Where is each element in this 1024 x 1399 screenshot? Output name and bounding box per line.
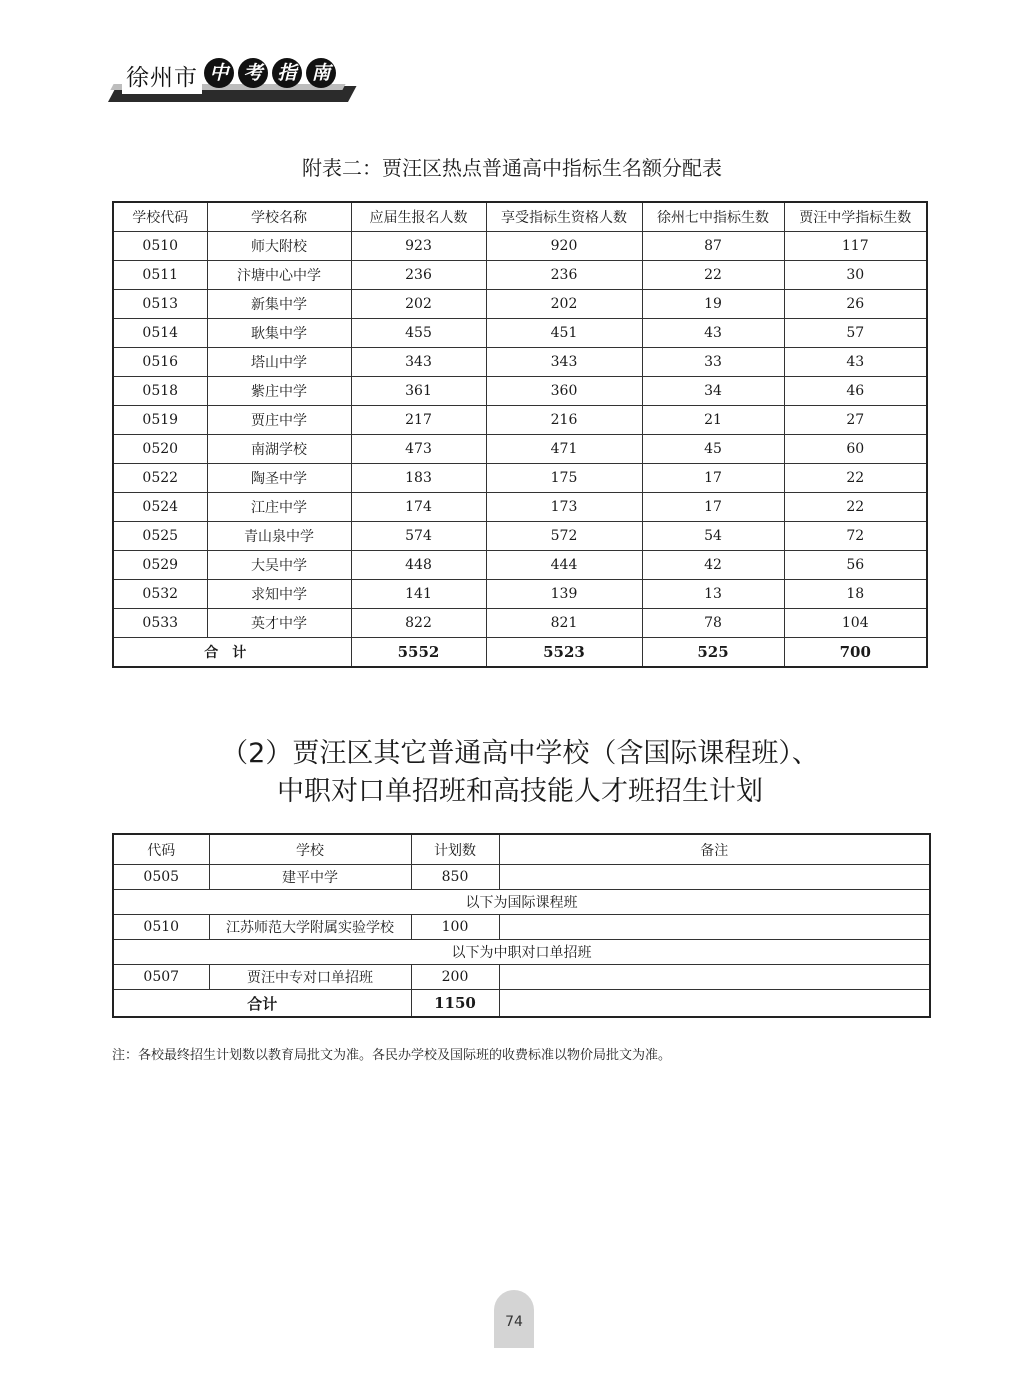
table2-total-row — [113, 990, 930, 1018]
logo-char-4: 南 — [306, 58, 336, 88]
table-row — [113, 580, 927, 609]
cell-jiawang-quota: 30 — [784, 261, 927, 290]
cell-school: 江苏师范大学附属实验学校 — [209, 915, 411, 940]
cell-remarks — [499, 865, 930, 890]
cell-xuzhou7-quota: 22 — [642, 261, 784, 290]
cell-code: 0510 — [113, 915, 209, 940]
cell-applicants: 361 — [351, 377, 486, 406]
cell-school-name: 英才中学 — [207, 609, 351, 638]
cell-school-code: 0524 — [113, 493, 207, 522]
table-row — [113, 406, 927, 435]
table-row — [113, 377, 927, 406]
cell-jiawang-quota: 26 — [784, 290, 927, 319]
cell-school-name: 耿集中学 — [207, 319, 351, 348]
cell-school-name: 贾庄中学 — [207, 406, 351, 435]
table2-total-label: 合计 — [113, 990, 411, 1018]
cell-school-name: 求知中学 — [207, 580, 351, 609]
cell-xuzhou7-quota: 33 — [642, 348, 784, 377]
cell-plan: 850 — [411, 865, 499, 890]
cell-eligible: 173 — [486, 493, 642, 522]
cell-eligible: 202 — [486, 290, 642, 319]
cell-eligible: 451 — [486, 319, 642, 348]
table-row — [113, 865, 930, 890]
col-header-remarks: 备注 — [499, 834, 930, 865]
table-row — [113, 319, 927, 348]
col-header-school-name: 学校名称 — [207, 202, 351, 232]
cell-school-code: 0516 — [113, 348, 207, 377]
table-row — [113, 261, 927, 290]
cell-jiawang-quota: 60 — [784, 435, 927, 464]
cell-school-code: 0529 — [113, 551, 207, 580]
cell-applicants: 174 — [351, 493, 486, 522]
col-header-jiawang-quota: 贾汪中学指标生数 — [784, 202, 927, 232]
cell-applicants: 343 — [351, 348, 486, 377]
cell-jiawang-quota: 18 — [784, 580, 927, 609]
cell-code: 0507 — [113, 965, 209, 990]
cell-school-name: 陶圣中学 — [207, 464, 351, 493]
cell-jiawang-quota: 117 — [784, 232, 927, 261]
cell-school-code: 0532 — [113, 580, 207, 609]
total-applicants: 5552 — [351, 638, 486, 668]
table-row — [113, 435, 927, 464]
col-header-code: 代码 — [113, 834, 209, 865]
divider-vocational: 以下为中职对口单招班 — [113, 940, 930, 965]
page-number: 74 — [494, 1290, 534, 1348]
cell-school-code: 0519 — [113, 406, 207, 435]
table2-total-remarks — [499, 990, 930, 1018]
cell-jiawang-quota: 72 — [784, 522, 927, 551]
enrollment-plan-table — [112, 833, 931, 1018]
section2-title-line1: （2）贾汪区其它普通高中学校（含国际课程班）、 — [221, 738, 819, 769]
cell-xuzhou7-quota: 87 — [642, 232, 784, 261]
cell-xuzhou7-quota: 21 — [642, 406, 784, 435]
cell-xuzhou7-quota: 17 — [642, 493, 784, 522]
cell-jiawang-quota: 104 — [784, 609, 927, 638]
cell-eligible: 343 — [486, 348, 642, 377]
cell-plan: 100 — [411, 915, 499, 940]
footnote: 注：各校最终招生计划数以教育局批文为准。各民办学校及国际班的收费标准以物价局批文为准。 — [112, 1048, 672, 1063]
cell-school-name: 新集中学 — [207, 290, 351, 319]
logo-guide-chars — [204, 58, 336, 88]
cell-eligible: 175 — [486, 464, 642, 493]
cell-school-code: 0511 — [113, 261, 207, 290]
cell-xuzhou7-quota: 17 — [642, 464, 784, 493]
cell-code: 0505 — [113, 865, 209, 890]
cell-remarks — [499, 915, 930, 940]
table-row — [113, 522, 927, 551]
col-header-eligible: 享受指标生资格人数 — [486, 202, 642, 232]
cell-eligible: 572 — [486, 522, 642, 551]
cell-plan: 200 — [411, 965, 499, 990]
cell-jiawang-quota: 22 — [784, 493, 927, 522]
cell-xuzhou7-quota: 45 — [642, 435, 784, 464]
table1-title: 附表二：贾汪区热点普通高中指标生名额分配表 — [302, 156, 722, 180]
cell-jiawang-quota: 57 — [784, 319, 927, 348]
cell-applicants: 448 — [351, 551, 486, 580]
col-header-plan: 计划数 — [411, 834, 499, 865]
table-row — [113, 915, 930, 940]
cell-remarks — [499, 965, 930, 990]
logo-char-3: 指 — [272, 58, 302, 88]
cell-school-code: 0513 — [113, 290, 207, 319]
cell-xuzhou7-quota: 43 — [642, 319, 784, 348]
table2-header-row — [113, 834, 930, 865]
table-row — [113, 290, 927, 319]
cell-eligible: 444 — [486, 551, 642, 580]
cell-xuzhou7-quota: 78 — [642, 609, 784, 638]
cell-applicants: 183 — [351, 464, 486, 493]
section2-title-line2: 中职对口单招班和高技能人才班招生计划 — [277, 776, 763, 807]
cell-xuzhou7-quota: 34 — [642, 377, 784, 406]
cell-school-code: 0518 — [113, 377, 207, 406]
total-xuzhou7-quota: 525 — [642, 638, 784, 668]
cell-school-name: 师大附校 — [207, 232, 351, 261]
cell-school-code: 0514 — [113, 319, 207, 348]
section-divider-row — [113, 890, 930, 915]
col-header-applicants: 应届生报名人数 — [351, 202, 486, 232]
cell-school-code: 0522 — [113, 464, 207, 493]
cell-school-name: 大吴中学 — [207, 551, 351, 580]
cell-applicants: 923 — [351, 232, 486, 261]
logo-char-2: 考 — [238, 58, 268, 88]
cell-applicants: 236 — [351, 261, 486, 290]
cell-school-name: 南湖学校 — [207, 435, 351, 464]
table1-header-row — [113, 202, 927, 232]
guide-logo — [108, 58, 358, 110]
cell-applicants: 574 — [351, 522, 486, 551]
cell-school: 建平中学 — [209, 865, 411, 890]
cell-school-code: 0520 — [113, 435, 207, 464]
table1-body — [113, 232, 927, 638]
col-header-xuzhou7-quota: 徐州七中指标生数 — [642, 202, 784, 232]
total-label: 合计 — [113, 638, 351, 668]
cell-eligible: 471 — [486, 435, 642, 464]
section-divider-row — [113, 940, 930, 965]
quota-allocation-table — [112, 201, 928, 668]
cell-school-name: 青山泉中学 — [207, 522, 351, 551]
cell-eligible: 216 — [486, 406, 642, 435]
cell-school-name: 汴塘中心中学 — [207, 261, 351, 290]
cell-applicants: 822 — [351, 609, 486, 638]
table2-total-value: 1150 — [411, 990, 499, 1018]
cell-applicants: 473 — [351, 435, 486, 464]
section2-title — [0, 735, 1024, 811]
cell-school-code: 0510 — [113, 232, 207, 261]
cell-eligible: 920 — [486, 232, 642, 261]
cell-school-name: 紫庄中学 — [207, 377, 351, 406]
divider-international: 以下为国际课程班 — [113, 890, 930, 915]
cell-xuzhou7-quota: 54 — [642, 522, 784, 551]
cell-xuzhou7-quota: 42 — [642, 551, 784, 580]
table1-total-row — [113, 638, 927, 668]
cell-eligible: 236 — [486, 261, 642, 290]
table-row — [113, 493, 927, 522]
cell-xuzhou7-quota: 13 — [642, 580, 784, 609]
cell-applicants: 217 — [351, 406, 486, 435]
logo-city-name: 徐州市 — [122, 62, 202, 94]
table-row — [113, 551, 927, 580]
cell-jiawang-quota: 27 — [784, 406, 927, 435]
cell-applicants: 455 — [351, 319, 486, 348]
cell-school-code: 0525 — [113, 522, 207, 551]
cell-jiawang-quota: 43 — [784, 348, 927, 377]
cell-applicants: 202 — [351, 290, 486, 319]
cell-applicants: 141 — [351, 580, 486, 609]
cell-jiawang-quota: 56 — [784, 551, 927, 580]
cell-eligible: 360 — [486, 377, 642, 406]
cell-school-name: 塔山中学 — [207, 348, 351, 377]
cell-eligible: 821 — [486, 609, 642, 638]
total-eligible: 5523 — [486, 638, 642, 668]
col-header-school-code: 学校代码 — [113, 202, 207, 232]
table-row — [113, 464, 927, 493]
total-jiawang-quota: 700 — [784, 638, 927, 668]
table-row — [113, 232, 927, 261]
col-header-school: 学校 — [209, 834, 411, 865]
cell-school-code: 0533 — [113, 609, 207, 638]
table-row — [113, 609, 927, 638]
cell-jiawang-quota: 22 — [784, 464, 927, 493]
table-row — [113, 348, 927, 377]
cell-eligible: 139 — [486, 580, 642, 609]
cell-xuzhou7-quota: 19 — [642, 290, 784, 319]
table-row — [113, 965, 930, 990]
cell-school: 贾汪中专对口单招班 — [209, 965, 411, 990]
logo-char-1: 中 — [204, 58, 234, 88]
cell-school-name: 江庄中学 — [207, 493, 351, 522]
cell-jiawang-quota: 46 — [784, 377, 927, 406]
